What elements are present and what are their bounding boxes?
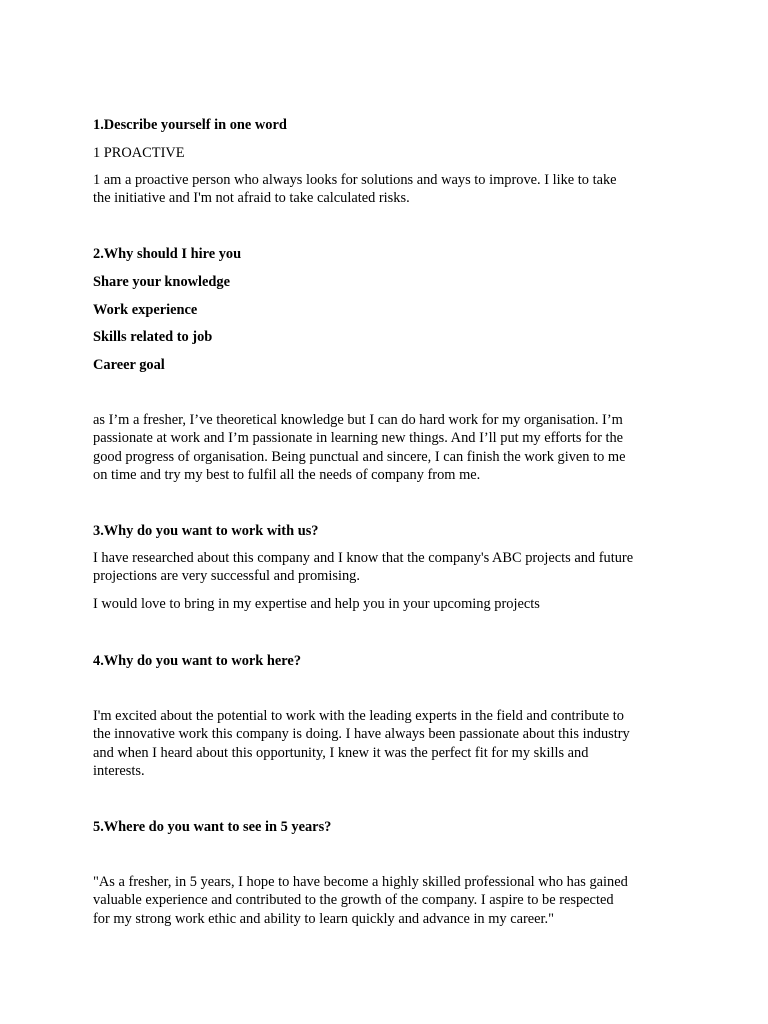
q5-answer-line: for my strong work ethic and ability to learn quickly and advance in my career." <box>93 910 555 927</box>
q5-heading: 5.Where do you want to see in 5 years? <box>93 819 332 835</box>
q1-heading: 1.Describe yourself in one word <box>93 117 287 133</box>
q2-heading: 2.Why should I hire you <box>93 246 242 262</box>
q1-answer-line: the initiative and I'm not afraid to take calculated risks. <box>93 190 410 207</box>
q2-answer-line: on time and try my best to fulfil all the needs of company from me. <box>93 467 481 484</box>
q2-point: Share your knowledge <box>93 274 230 290</box>
q3-answer-line: I have researched about this company and I know that the company's ABC projects and future <box>93 550 634 566</box>
q1-word: 1 PROACTIVE <box>93 145 185 161</box>
q3-heading: 3.Why do you want to work with us? <box>93 523 319 539</box>
q4-answer-line: the innovative work this company is doing. I have always been passionate about this industry <box>93 726 630 743</box>
q2-point: Career goal <box>93 357 165 373</box>
q2-point: Skills related to job <box>93 329 213 345</box>
q1-answer-line: 1 am a proactive person who always looks for solutions and ways to improve. I like to take <box>93 172 617 188</box>
q2-answer-line: as I’m a fresher, I’ve theoretical knowledge but I can do hard work for my organisation. I’m <box>93 412 623 428</box>
q4-heading: 4.Why do you want to work here? <box>93 653 302 669</box>
q4-answer-line: and when I heard about this opportunity, I knew it was the perfect fit for my skills and <box>93 744 589 761</box>
q4-answer-line: interests. <box>93 763 145 780</box>
q2-answer-line: passionate at work and I’m passionate in learning new things. And I’ll put my efforts for the <box>93 430 624 447</box>
q3-answer-line: projections are very successful and promising. <box>93 568 360 585</box>
q2-answer <box>93 411 683 485</box>
q5-answer <box>93 873 683 928</box>
q4-answer-line: I'm excited about the potential to work with the leading experts in the field and contribute to <box>93 708 624 724</box>
q5-answer-line: "As a fresher, in 5 years, I hope to have become a highly skilled professional who has gained <box>93 874 628 890</box>
q3-answer-extra: I would love to bring in my expertise and help you in your upcoming projects <box>93 596 540 612</box>
q4-answer <box>93 707 683 781</box>
q5-answer-line: valuable experience and contributed to the growth of the company. I aspire to be respected <box>93 892 614 909</box>
q3-answer <box>93 549 683 586</box>
q2-point: Work experience <box>93 302 198 318</box>
q1-answer <box>93 171 683 208</box>
q2-answer-line: good progress of organisation. Being punctual and sincere, I can finish the work given to me <box>93 448 626 465</box>
